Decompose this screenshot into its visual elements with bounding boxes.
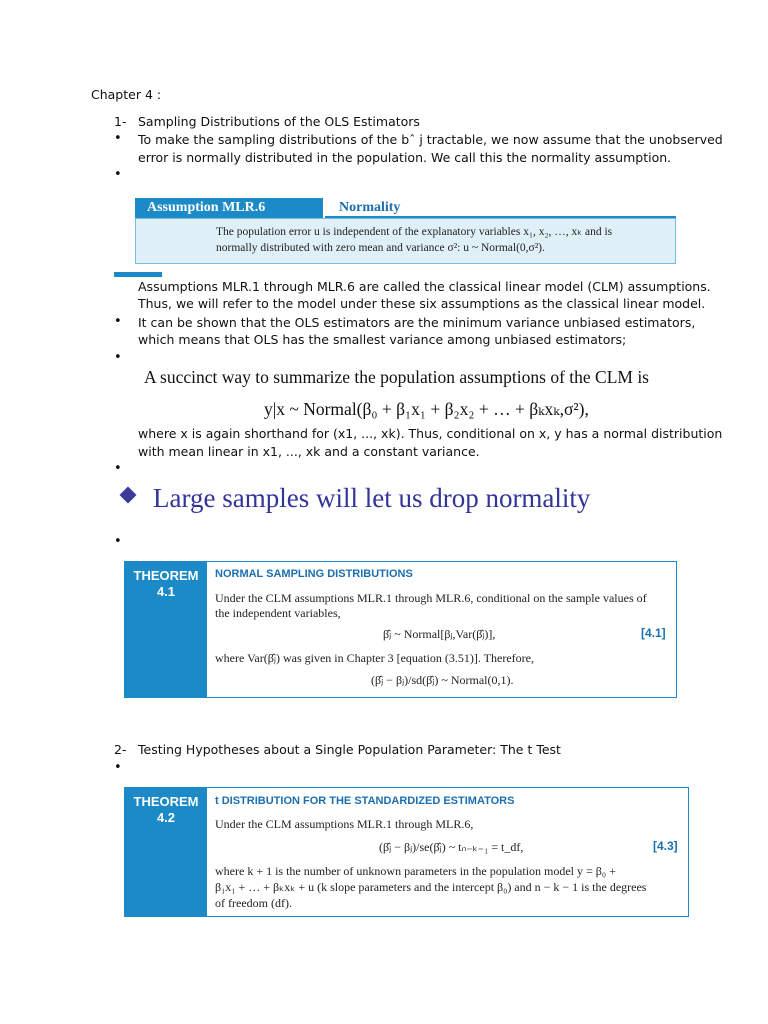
theorem-line: the independent variables, [215, 606, 341, 620]
section1-number: 1- [114, 114, 127, 129]
theorem-equation: (β̂ⱼ − βⱼ)/se(β̂ⱼ) ~ tₙ₋ₖ₋₁ = t_df, [379, 840, 524, 854]
theorem-word: THEOREM [133, 794, 199, 809]
assumption-box [135, 198, 676, 264]
equation-number: [4.1] [641, 626, 666, 640]
theorem-4-1-box [124, 561, 677, 698]
bullet: • [114, 350, 122, 365]
theorem-line: Under the CLM assumptions MLR.1 through MLR.6, [215, 817, 474, 831]
paragraph-line: where x is again shorthand for (x1, ..., xk). Thus, conditional on x, y has a normal distribution [138, 426, 723, 441]
theorem-line: where k + 1 is the number of unknown parameters in the population model y = β₀ + [215, 864, 616, 878]
theorem-label [125, 562, 207, 697]
paragraph-line: with mean linear in x1, ..., xk and a constant variance. [138, 444, 480, 459]
theorem-title: t DISTRIBUTION FOR THE STANDARDIZED ESTIMATORS [215, 795, 515, 807]
assumption-name: Normality [325, 198, 676, 218]
paragraph-line: Assumptions MLR.1 through MLR.6 are called the classical linear model (CLM) assumptions. [138, 279, 711, 294]
theorem-word: THEOREM [133, 568, 199, 583]
bullet: • [114, 167, 122, 182]
paragraph-line: To make the sampling distributions of the bˆ j tractable, we now assume that the unobserved [138, 132, 723, 147]
decorative-strip [114, 272, 162, 277]
assumption-line: normally distributed with zero mean and variance σ²: u ~ Normal(0,σ²). [216, 242, 545, 254]
theorem-equation: β̂ⱼ ~ Normal[βⱼ,Var(β̂ⱼ)], [383, 627, 496, 641]
paragraph-line: which means that OLS has the smallest variance among unbiased estimators; [138, 332, 627, 347]
theorem-line: where Var(β̂ⱼ) was given in Chapter 3 [equation (3.51)]. Therefore, [215, 651, 534, 665]
clm-summary-text: A succinct way to summarize the population assumptions of the CLM is [144, 367, 649, 387]
bullet: • [114, 461, 122, 476]
chapter-title: Chapter 4 : [91, 87, 162, 102]
theorem-line: Under the CLM assumptions MLR.1 through MLR.6, conditional on the sample values of [215, 591, 647, 605]
theorem-line: β₁x₁ + … + βₖxₖ + u (k slope parameters and the intercept β₀) and n − k − 1 is the degrees [215, 880, 647, 894]
bullet: • [114, 314, 122, 329]
theorem-number: 4.2 [156, 810, 176, 825]
bullet: • [114, 760, 122, 775]
theorem-title: NORMAL SAMPLING DISTRIBUTIONS [215, 568, 413, 580]
section2-number: 2- [114, 742, 127, 757]
assumption-label: Assumption MLR.6 [135, 198, 323, 218]
theorem-equation: (β̂ⱼ − βⱼ)/sd(β̂ⱼ) ~ Normal(0,1). [371, 673, 514, 687]
diamond-icon [120, 487, 137, 504]
theorem-line: of freedom (df). [215, 896, 292, 910]
bullet: • [114, 131, 122, 146]
equation-number: [4.3] [653, 839, 678, 853]
assumption-line: The population error u is independent of the explanatory variables x₁, x₂, …, xₖ and is [216, 226, 613, 238]
theorem-4-2-box [124, 787, 689, 917]
assumption-body [135, 218, 676, 264]
paragraph-line: Thus, we will refer to the model under these six assumptions as the classical linear model. [138, 296, 706, 311]
paragraph-line: error is normally distributed in the population. We call this the normality assumption. [138, 150, 672, 165]
bullet: • [114, 534, 122, 549]
clm-formula: y|x ~ Normal(β₀ + β₁x₁ + β₂x₂ + … + βₖxₖ,σ²), [264, 399, 589, 419]
section2-title: Testing Hypotheses about a Single Population Parameter: The t Test [138, 742, 561, 757]
paragraph-line: It can be shown that the OLS estimators are the minimum variance unbiased estimators, [138, 315, 696, 330]
theorem-label [125, 788, 207, 916]
section1-title: Sampling Distributions of the OLS Estimators [138, 114, 420, 129]
theorem-number: 4.1 [156, 584, 176, 599]
large-samples-heading: Large samples will let us drop normality [153, 483, 591, 513]
